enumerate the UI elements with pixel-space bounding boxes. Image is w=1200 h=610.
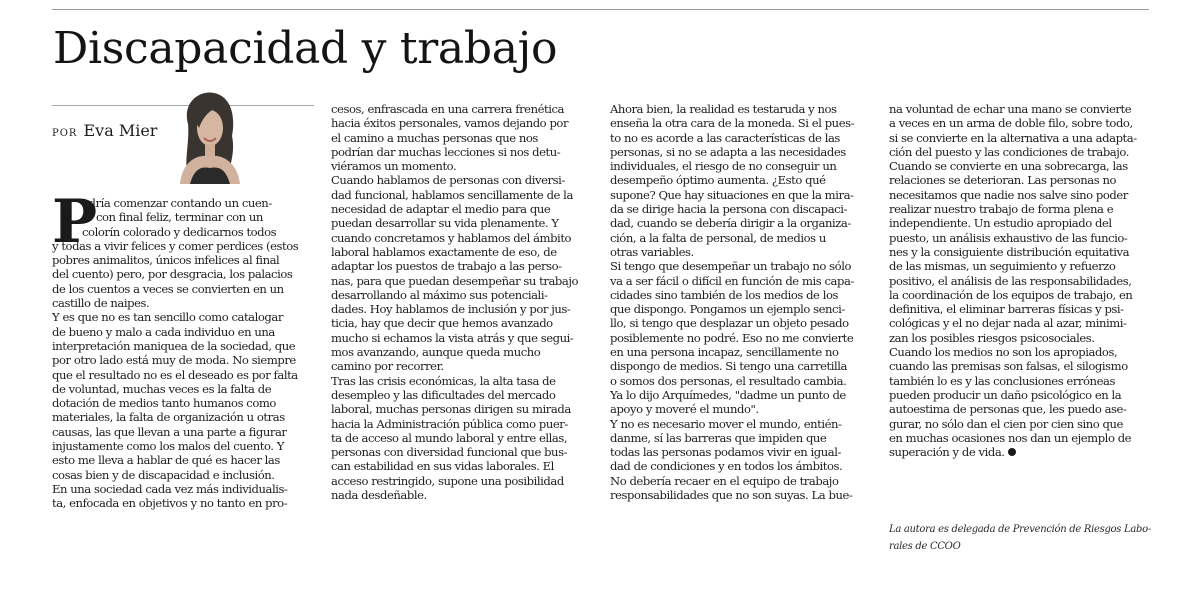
text-line: hacia la Administración pública como puer- bbox=[331, 416, 568, 431]
byline bbox=[52, 121, 157, 144]
text-line: dotación de medios tanto humanos como bbox=[52, 396, 276, 411]
text-line: dad, cuando se debería dirigir a la organiza- bbox=[610, 216, 851, 231]
byline-prefix: POR bbox=[52, 128, 78, 139]
text-line: danme, sí las barreras que impiden que bbox=[610, 430, 827, 445]
text-line: por otro lado está muy de moda. No siempre bbox=[52, 353, 296, 368]
text-line: en una persona incapaz, sencillamente no bbox=[610, 345, 839, 360]
text-line: dad de condiciones y en todos los ámbitos. bbox=[610, 459, 843, 474]
text-line: de los cuentos a veces se convierten en un bbox=[52, 281, 284, 296]
text-line: en muchas ocasiones nos dan un ejemplo de bbox=[889, 430, 1132, 445]
text-line: cuando concretamos y hablamos del ámbito bbox=[331, 230, 572, 245]
text-line: individuales, el riesgo de no conseguir un bbox=[610, 159, 837, 174]
text-line: posiblemente no podré. Eso no me convierte bbox=[610, 330, 854, 345]
text-line: definitiva, el eliminar barreras físicas y psi- bbox=[889, 302, 1124, 317]
text-line: odría comenzar contando un cuen- bbox=[82, 196, 272, 210]
text-line: todas las personas podamos vivir en igual- bbox=[610, 445, 841, 460]
text-line: de las mismas, un seguimiento y refuerzo bbox=[889, 259, 1116, 274]
text-line: da se dirige hacia la persona con discapaci- bbox=[610, 202, 847, 217]
text-line: autoestima de personas que, les puedo ase- bbox=[889, 402, 1127, 417]
text-line: Tras las crisis económicas, la alta tasa de bbox=[331, 373, 556, 388]
text-line: va a ser fácil o difícil en función de mis capa- bbox=[610, 273, 854, 288]
text-line: zan los posibles riesgos psicosociales. bbox=[889, 330, 1095, 345]
text-line: mucho si echamos la vista atrás y que segui- bbox=[331, 330, 574, 345]
text-line: En una sociedad cada vez más individualis- bbox=[52, 481, 288, 496]
text-line: o somos dos personas, el resultado cambia. bbox=[610, 373, 847, 388]
text-line: del cuento) pero, por desgracia, los palacios bbox=[52, 267, 293, 282]
text-line: ción del puesto y las condiciones de trabajo. bbox=[889, 144, 1129, 159]
text-line: Ahora bien, la realidad es testaruda y nos bbox=[610, 102, 837, 116]
text-line: dad funcional, hablamos sencillamente de la bbox=[331, 187, 573, 202]
text-line: Cuando los medios no son los apropiados, bbox=[889, 345, 1118, 360]
text-line: cológicas y el no dejar nada al azar, minimi- bbox=[889, 316, 1127, 331]
text-line: ción, a la falta de personal, de medios u bbox=[610, 230, 826, 245]
text-line: castillo de naipes. bbox=[52, 296, 150, 311]
text-line: to no es acorde a las características de las bbox=[610, 130, 840, 145]
text-line: apoyo y moveré el mundo". bbox=[610, 402, 759, 417]
end-mark-icon bbox=[1008, 448, 1016, 456]
text-line: ta de acceso al mundo laboral y entre ellas, bbox=[331, 430, 568, 445]
drop-cap: P bbox=[52, 187, 98, 257]
text-line: puesto, un análisis exhaustivo de las funcio- bbox=[889, 230, 1128, 245]
text-line: podrían dar muchas lecciones si nos detu- bbox=[331, 144, 561, 159]
text-line: cuando las premisas son falsas, el silogismo bbox=[889, 359, 1128, 374]
text-line: laboral, muchas personas dirigen su mirada bbox=[331, 402, 571, 417]
text-line: también lo es y las conclusiones erróneas bbox=[889, 373, 1115, 388]
text-line: personas, si no se adapta a las necesidades bbox=[610, 144, 846, 159]
text-line: la coordinación de los equipos de trabajo, en bbox=[889, 287, 1133, 302]
text-line: pobres animalitos, únicos infelices al final bbox=[52, 253, 280, 268]
text-line: supone? Que hay situaciones en que la mira- bbox=[610, 187, 854, 202]
text-line: enseña la otra cara de la moneda. Si el pues- bbox=[610, 116, 855, 131]
text-line: Ya lo dijo Arquímedes, "dadme un punto de bbox=[610, 387, 846, 402]
text-line: a veces en un arma de doble filo, sobre todo, bbox=[889, 116, 1133, 131]
text-line: causas, las que llevan a una parte a figurar bbox=[52, 424, 287, 439]
text-line: positivo, el análisis de las responsabilidades, bbox=[889, 273, 1132, 288]
text-line: viéramos un momento. bbox=[331, 159, 457, 174]
top-rule bbox=[52, 9, 1149, 10]
text-line: independiente. Un estudio apropiado del bbox=[889, 216, 1112, 231]
text-line: responsabilidades que no son suyas. La bue- bbox=[610, 488, 853, 503]
text-line: nada desdeñable. bbox=[331, 488, 427, 503]
text-line: desempeño óptimo aumenta. ¿Esto qué bbox=[610, 173, 826, 188]
text-line: realizar nuestro trabajo de forma plena e bbox=[889, 202, 1114, 217]
text-line: gurar, no sólo dan el cien por cien sino que bbox=[889, 416, 1123, 431]
text-line: colorín colorado y dedicarnos todos bbox=[82, 224, 277, 239]
article-column-3 bbox=[610, 102, 866, 502]
text-line: de bueno y malo a cada individuo en una bbox=[52, 324, 275, 339]
text-line-end: superación y de vida. bbox=[889, 445, 1005, 460]
author-portrait bbox=[166, 84, 244, 184]
text-line: el camino a muchas personas que nos bbox=[331, 130, 538, 145]
text-line: de voluntad, muchas veces es la falta de bbox=[52, 381, 272, 396]
text-line: cosas bien y de discapacidad e inclusión. bbox=[52, 467, 275, 482]
text-line bbox=[889, 445, 1145, 459]
text-line: otras variables. bbox=[610, 244, 694, 259]
text-line: No debería recaer en el equipo de trabajo bbox=[610, 473, 839, 488]
text-line: camino por recorrer. bbox=[331, 359, 444, 374]
text-line: relaciones se deterioran. Las personas no bbox=[889, 173, 1117, 188]
text-line: que el resultado no es el deseado es por falta bbox=[52, 367, 298, 382]
text-line: na voluntad de echar una mano se convierte bbox=[889, 102, 1132, 116]
text-line: dispongo de medios. Si tengo una carretilla bbox=[610, 359, 847, 374]
text-line: adaptar los puestos de trabajo a las perso- bbox=[331, 259, 562, 274]
author-note-line: rales de CCOO bbox=[889, 541, 961, 552]
text-line: laboral hablamos exactamente de eso, de bbox=[331, 244, 557, 259]
text-line: materiales, la falta de organización u otras bbox=[52, 410, 285, 425]
text-line: puedan desarrollar su vida plenamente. Y bbox=[331, 216, 559, 231]
text-line: dades. Hoy hablamos de inclusión y por jus- bbox=[331, 302, 571, 317]
text-line: ticia, hay que decir que hemos avanzado bbox=[331, 316, 553, 331]
text-line: ta, enfocada en objetivos y no tanto en pro- bbox=[52, 496, 288, 511]
author-note bbox=[889, 521, 1151, 555]
text-line: Y no es necesario mover el mundo, entién- bbox=[610, 416, 842, 431]
text-line: desarrollando al máximo sus potenciali- bbox=[331, 287, 548, 302]
text-line: y todas a vivir felices y comer perdices (estos bbox=[52, 238, 299, 253]
text-line: necesidad de adaptar el medio para que bbox=[331, 202, 551, 217]
text-line: que dispongo. Pongamos un ejemplo senci- bbox=[610, 302, 845, 317]
text-line: hacia éxitos personales, vamos dejando por bbox=[331, 116, 569, 131]
article-column-2 bbox=[331, 102, 587, 502]
text-line: interpretación maniquea de la sociedad, que bbox=[52, 338, 296, 353]
text-line: llo, si tengo que desplazar un objeto pesado bbox=[610, 316, 849, 331]
text-line: injustamente como los malos del cuento. Y bbox=[52, 439, 284, 454]
author-note-line: La autora es delegada de Prevención de Riesgos Labo- bbox=[889, 524, 1151, 535]
text-line: nas, para que puedan desempeñar su trabajo bbox=[331, 273, 579, 288]
text-line: Cuando se convierte en una sobrecarga, las bbox=[889, 159, 1128, 174]
text-line: to con final feliz, terminar con un bbox=[82, 210, 263, 225]
article-column-1 bbox=[52, 187, 308, 511]
text-line: mos avanzando, aunque queda mucho bbox=[331, 345, 541, 360]
headline: Discapacidad y trabajo bbox=[53, 23, 558, 74]
text-line: necesitamos que nadie nos salve sino poder bbox=[889, 187, 1128, 202]
text-line: pueden producir un daño psicológico en la bbox=[889, 387, 1122, 402]
text-line: cesos, enfrascada en una carrera frenética bbox=[331, 102, 564, 116]
text-line: Cuando hablamos de personas con diversi- bbox=[331, 173, 565, 188]
text-line: Si tengo que desempeñar un trabajo no sólo bbox=[610, 259, 851, 274]
text-line: acceso restringido, supone una posibilidad bbox=[331, 473, 564, 488]
text-line: Y es que no es tan sencillo como catalogar bbox=[52, 310, 283, 325]
text-line: cidades sino también de los medios de los bbox=[610, 287, 838, 302]
text-line: desempleo y las dificultades del mercado bbox=[331, 387, 556, 402]
text-line: can estabilidad en sus vidas laborales. El bbox=[331, 459, 554, 474]
byline-author: Eva Mier bbox=[83, 121, 158, 140]
text-line: si se convierte en la alternativa a una adapta- bbox=[889, 130, 1137, 145]
text-line: esto me lleva a hablar de qué es hacer las bbox=[52, 453, 280, 468]
text-line: nes y la consiguiente distribución equitativa bbox=[889, 244, 1130, 259]
article-column-4 bbox=[889, 102, 1145, 459]
text-line: personas con diversidad funcional que bus- bbox=[331, 445, 568, 460]
